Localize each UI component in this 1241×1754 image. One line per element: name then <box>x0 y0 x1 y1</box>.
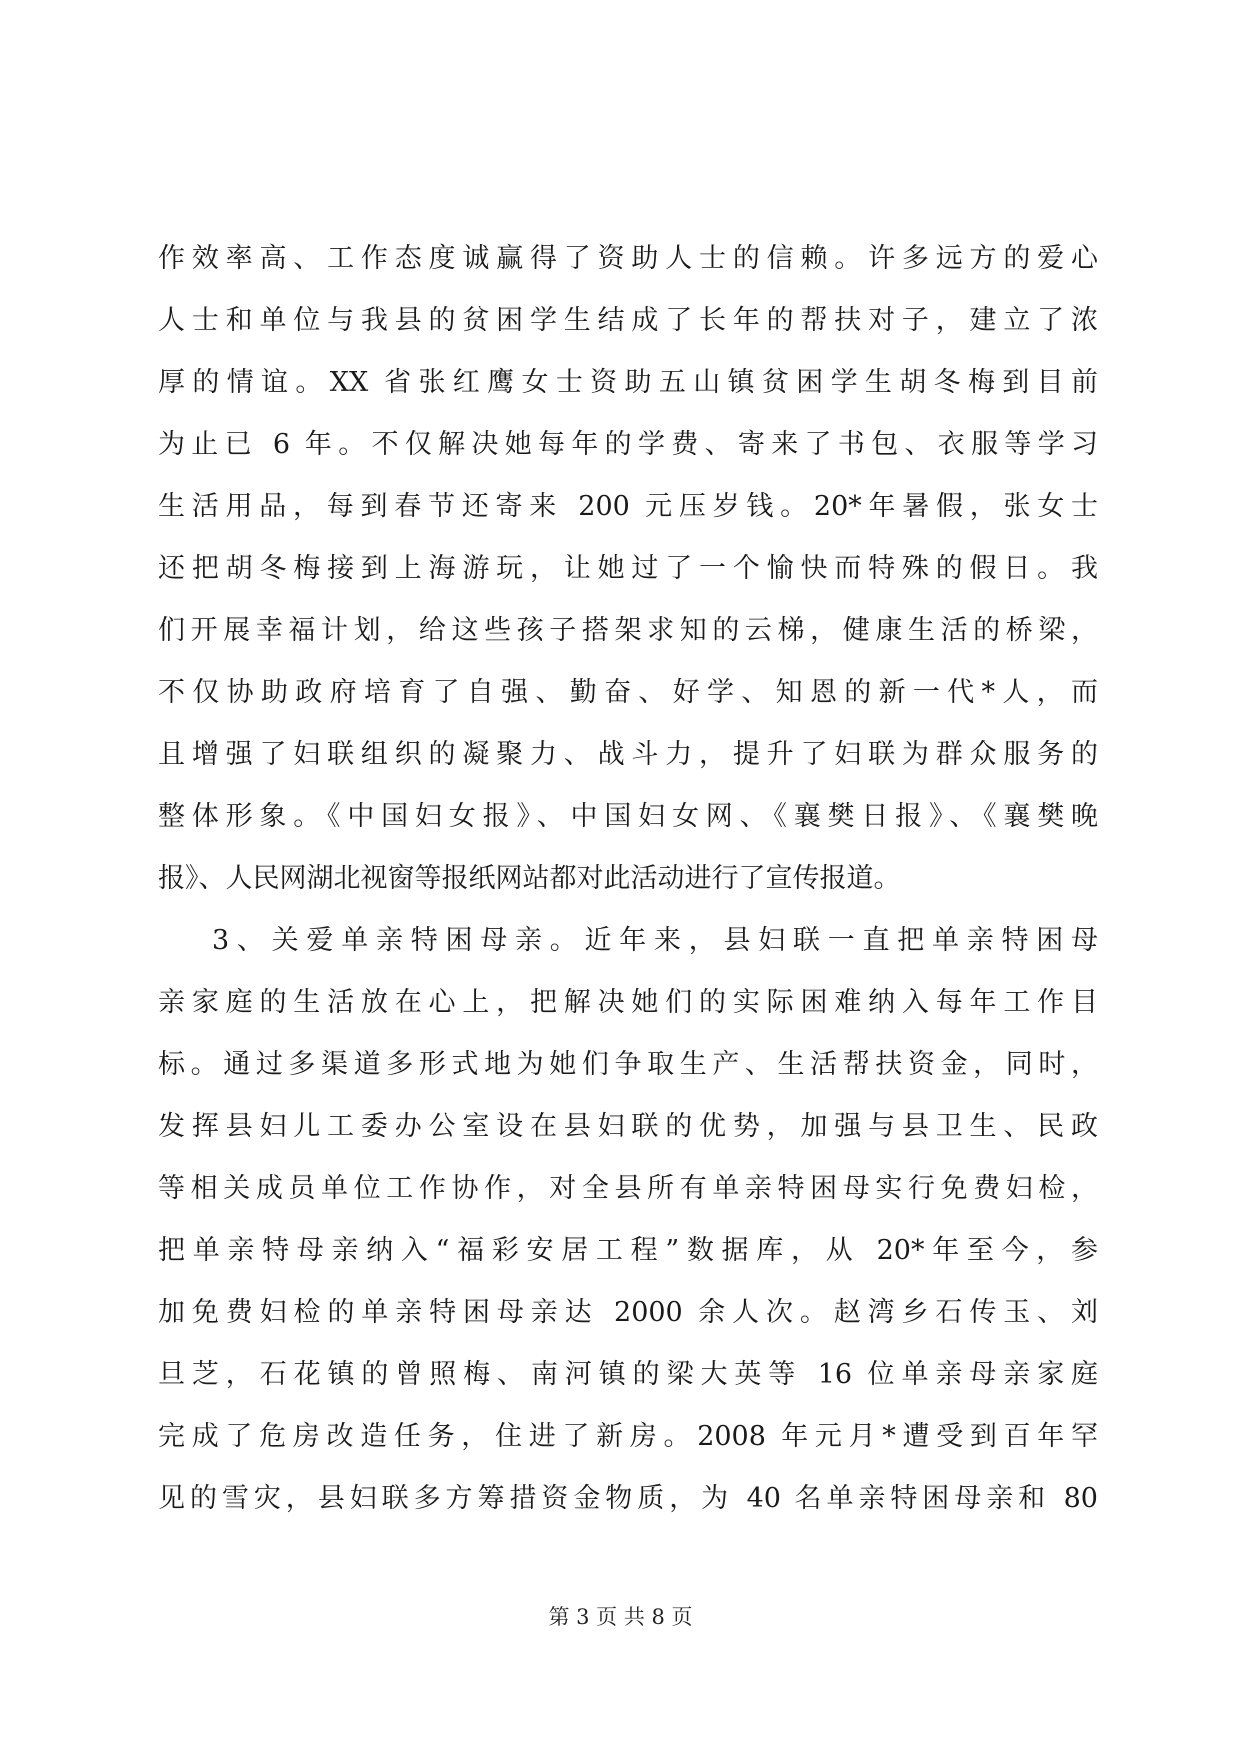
text-line: 等相关成员单位工作协作，对全县所有单亲特困母实行免费妇检， <box>158 1173 1098 1204</box>
body-text <box>158 228 1098 1530</box>
text-line: 且增强了妇联组织的凝聚力、战斗力，提升了妇联为群众服务的 <box>158 739 1098 770</box>
text-line: 还把胡冬梅接到上海游玩，让她过了一个愉快而特殊的假日。我 <box>158 553 1098 584</box>
text-line: 加免费妇检的单亲特困母亲达 2000 余人次。赵湾乡石传玉、刘 <box>158 1297 1098 1328</box>
text-line: 整体形象。《中国妇女报》、中国妇女网、《襄樊日报》、《襄樊晚 <box>158 801 1098 832</box>
text-line: 见的雪灾，县妇联多方筹措资金物质，为 40 名单亲特困母亲和 80 <box>158 1483 1098 1514</box>
text-line: 作效率高、工作态度诚赢得了资助人士的信赖。许多远方的爱心 <box>158 243 1098 274</box>
page-number-footer: 第 3 页 共 8 页 <box>548 1605 693 1629</box>
text-line: 生活用品，每到春节还寄来 200 元压岁钱。20*年暑假，张女士 <box>158 491 1098 522</box>
text-line: 亲家庭的生活放在心上，把解决她们的实际困难纳入每年工作目 <box>158 987 1098 1018</box>
text-line: 不仅协助政府培育了自强、勤奋、好学、知恩的新一代*人，而 <box>158 677 1098 708</box>
text-line: 完成了危房改造任务，住进了新房。2008 年元月*遭受到百年罕 <box>158 1421 1098 1452</box>
text-line: 标。通过多渠道多形式地为她们争取生产、生活帮扶资金，同时， <box>158 1049 1098 1080</box>
text-line: 们开展幸福计划，给这些孩子搭架求知的云梯，健康生活的桥梁， <box>158 615 1098 646</box>
text-line: 3、关爱单亲特困母亲。近年来，县妇联一直把单亲特困母 <box>212 925 1098 956</box>
text-line: 报》、人民网湖北视窗等报纸网站都对此活动进行了宣传报道。 <box>158 863 901 894</box>
text-line: 发挥县妇儿工委办公室设在县妇联的优势，加强与县卫生、民政 <box>158 1111 1098 1142</box>
text-line: 厚的情谊。XX 省张红鹰女士资助五山镇贫困学生胡冬梅到目前 <box>158 367 1098 398</box>
text-line: 人士和单位与我县的贫困学生结成了长年的帮扶对子，建立了浓 <box>158 305 1098 336</box>
text-line: 旦芝，石花镇的曾照梅、南河镇的梁大英等 16 位单亲母亲家庭 <box>158 1359 1098 1390</box>
text-line: 为止已 6 年。不仅解决她每年的学费、寄来了书包、衣服等学习 <box>158 429 1098 460</box>
text-line: 把单亲特母亲纳入“福彩安居工程”数据库，从 20*年至今，参 <box>158 1235 1098 1266</box>
